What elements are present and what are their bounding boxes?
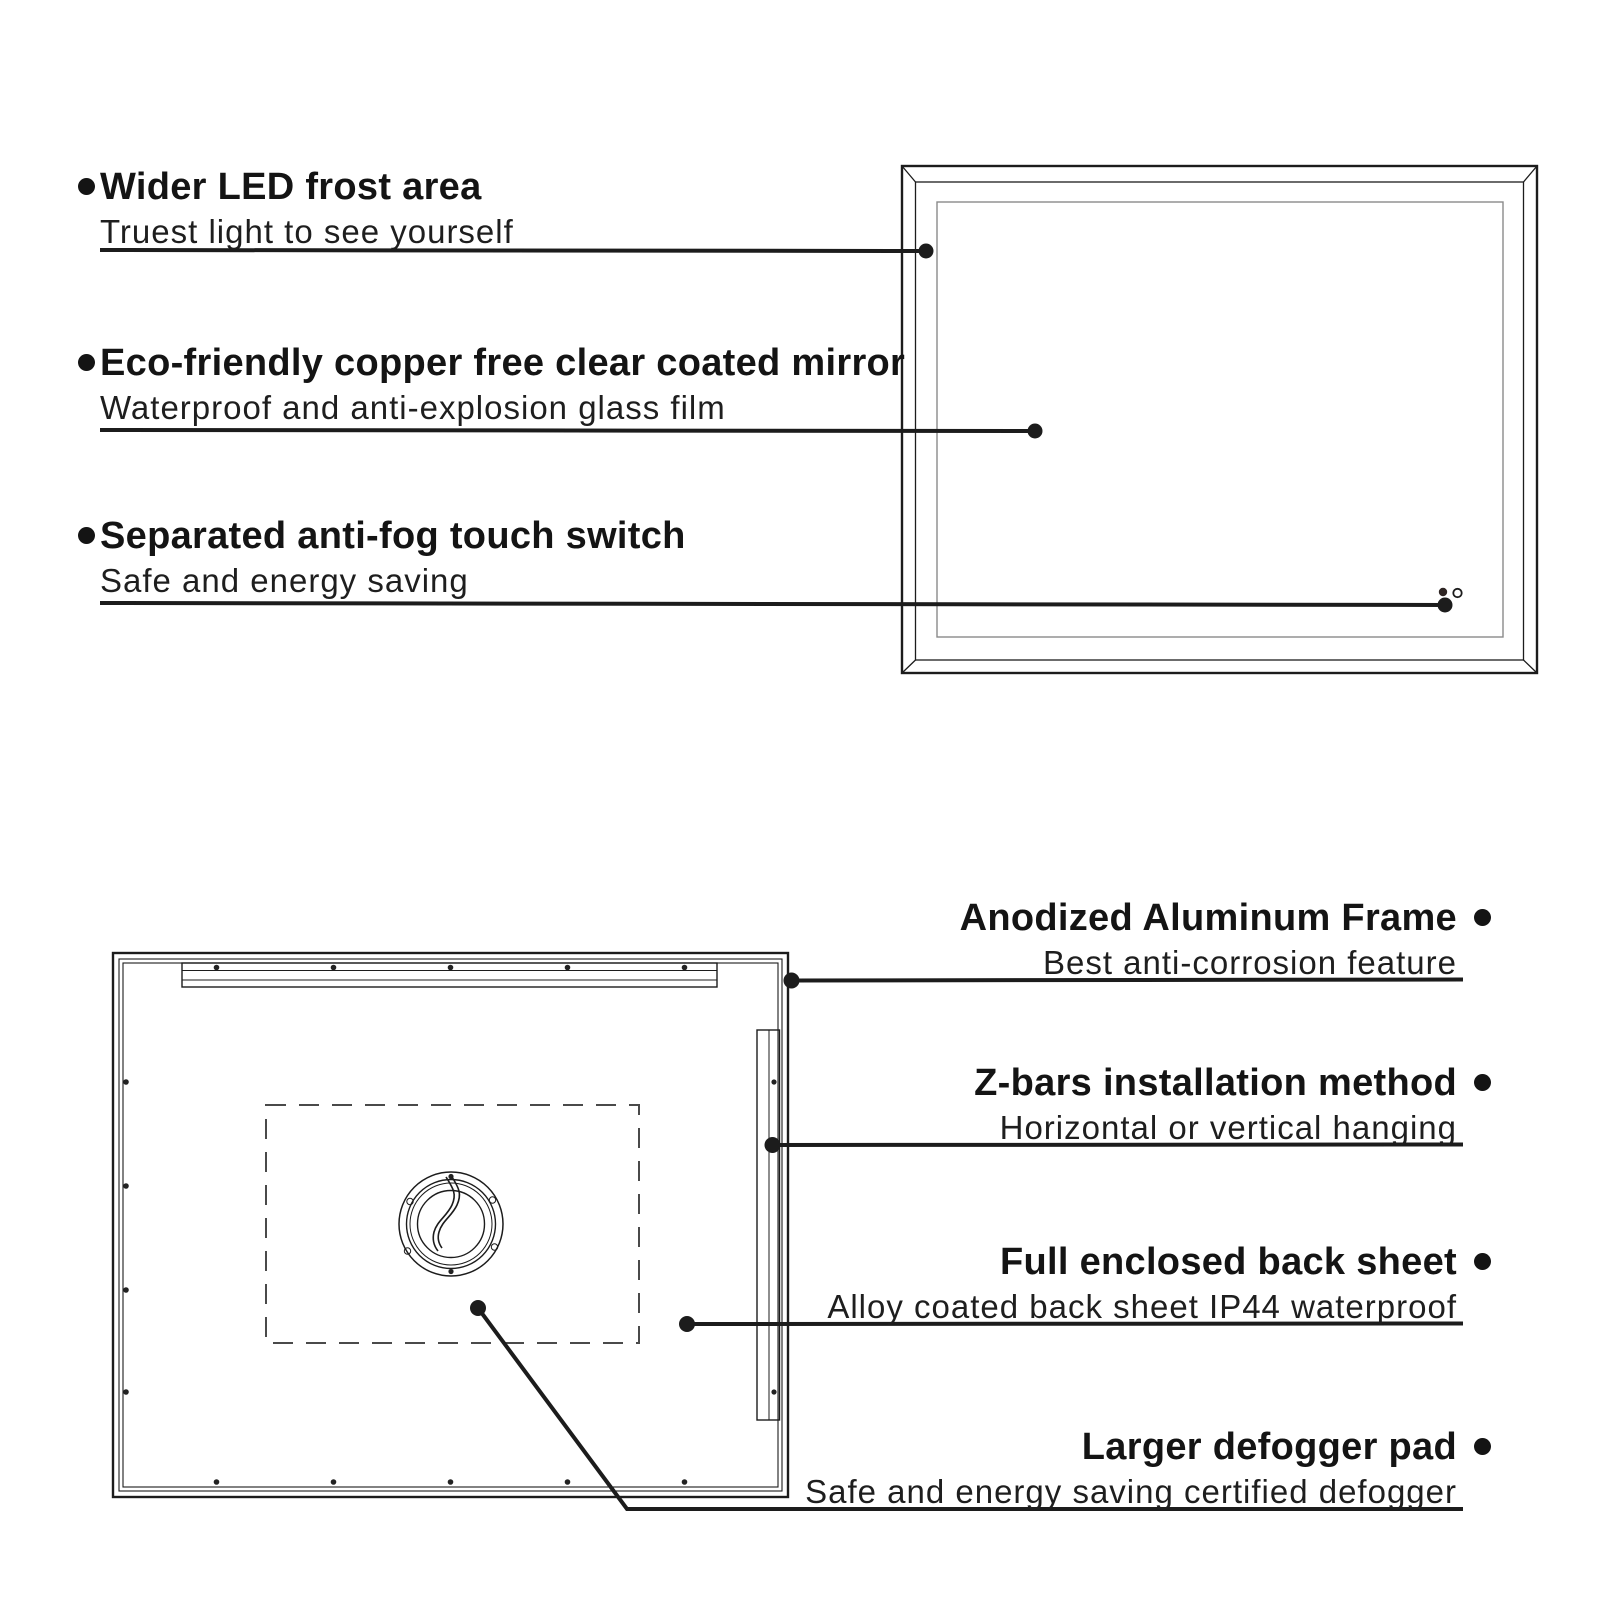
leader-dot-z-bars — [765, 1137, 781, 1153]
right-z-bar-screws — [771, 1079, 776, 1394]
callout-title: Larger defogger pad — [1081, 1426, 1457, 1468]
bullet-icon — [78, 354, 95, 371]
front-mirror-inner-frame — [916, 182, 1524, 660]
front-mirror-outer-frame — [902, 166, 1537, 673]
callout-z-bars — [974, 1060, 1457, 1150]
callout-subtitle: Best anti-corrosion feature — [1042, 944, 1457, 981]
light-sensor-icon — [1453, 589, 1461, 597]
callout-touch-switch — [100, 513, 686, 603]
back-mirror-outer-frame — [113, 953, 788, 1497]
junction-box-screws — [404, 1174, 497, 1274]
leader-dot-frost-area — [919, 244, 934, 259]
back-mirror-frame-line-2 — [123, 963, 778, 1487]
bullet-icon — [1474, 1253, 1491, 1270]
bullet-icon — [1474, 1074, 1491, 1091]
junction-box — [399, 1172, 503, 1276]
callout-title: Separated anti-fog touch switch — [100, 515, 686, 557]
bullet-icon — [78, 527, 95, 544]
callout-title: Z-bars installation method — [974, 1062, 1457, 1104]
leader-dot-back-sheet — [679, 1316, 695, 1332]
callout-title: Full enclosed back sheet — [999, 1241, 1457, 1283]
callout-subtitle: Safe and energy saving certified defogger — [805, 1473, 1457, 1510]
callout-defogger-pad — [805, 1424, 1457, 1514]
right-z-bar — [757, 1030, 780, 1420]
leader-line-coated-mirror — [100, 430, 1035, 431]
top-z-bar-screws — [214, 965, 688, 971]
leader-dot-touch-switch — [1438, 598, 1453, 613]
callout-coated-mirror — [100, 340, 905, 430]
callout-subtitle: Waterproof and anti-explosion glass film — [100, 389, 726, 426]
callout-back-sheet — [827, 1239, 1457, 1329]
callout-subtitle: Horizontal or vertical hanging — [999, 1109, 1457, 1146]
bullet-icon — [1474, 1438, 1491, 1455]
power-cable-icon — [433, 1177, 459, 1251]
led-frost-area-outline — [937, 202, 1503, 637]
back-mirror — [113, 953, 788, 1497]
callout-title: Eco-friendly copper free clear coated mirror — [100, 342, 906, 384]
top-z-bar — [182, 963, 717, 987]
back-frame-screws — [123, 1079, 687, 1485]
bullet-icon — [78, 178, 95, 195]
callout-subtitle: Safe and energy saving — [100, 562, 469, 599]
back-mirror-frame-line-1 — [119, 959, 782, 1491]
callout-led-frost-area — [100, 164, 514, 254]
callout-title: Anodized Aluminum Frame — [959, 897, 1457, 939]
leader-dot-defogger-pad — [470, 1300, 486, 1316]
front-mirror-miter-joints — [902, 166, 1537, 673]
front-mirror — [902, 166, 1537, 673]
defogger-pad-outline — [266, 1105, 639, 1343]
bullet-icon — [1474, 909, 1491, 926]
leader-dot-aluminum-frame — [784, 973, 800, 989]
callout-aluminum-frame — [960, 895, 1457, 985]
touch-switch-icon — [1439, 588, 1447, 596]
callout-title: Wider LED frost area — [100, 166, 482, 208]
leader-dot-coated-mirror — [1028, 424, 1043, 439]
callout-subtitle: Alloy coated back sheet IP44 waterproof — [827, 1288, 1457, 1325]
callout-subtitle: Truest light to see yourself — [100, 213, 514, 250]
leader-line-touch-switch — [100, 603, 1445, 605]
